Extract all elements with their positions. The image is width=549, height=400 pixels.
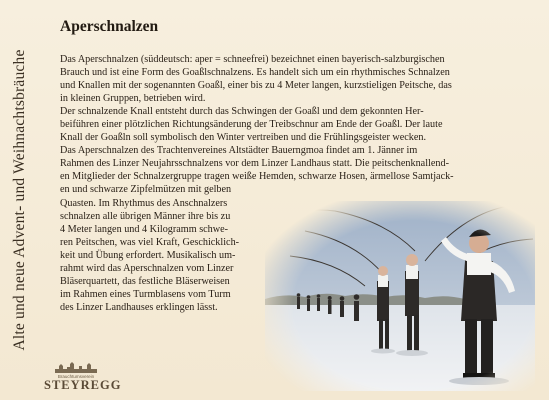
body-line: Das Aperschnalzen (süddeutsch: aper = schneefrei) bezeichnet einen bayerisch-salzburgischen — [60, 54, 445, 65]
body-line: im Rahmen eines Turmblasens vom Turm — [60, 288, 231, 300]
logo-small-text: Brauchtumsverein — [57, 374, 95, 379]
body-line: Brauch und ist eine Form des Goaßlschnalzens. Es handelt sich um ein rhythmisches Schnalzen — [60, 67, 450, 79]
body-line: Quasten. Im Rhythmus des Anschnalzers — [60, 197, 228, 209]
body-line: Knall der Goaßln soll symbolisch den Winter vertreiben und die Frühlingsgeister wecken. — [60, 132, 427, 144]
body-line: des Linzer Landhauses erklingen lässt. — [60, 301, 218, 313]
body-line: und Knallen mit der sogenannten Goaßl, einer bis zu 4 Meter langen, kurzstieligen Peitsche, das — [60, 80, 452, 92]
vertical-title: Alte und neue Advent- und Weihnachtsbräuche — [11, 49, 28, 351]
logo-word: STEYREGG — [44, 378, 122, 392]
body-line: Rahmen des Linzer Neujahrsschnalzens vor dem Linzer Landhaus statt. Die peitschenknallend- — [60, 158, 449, 170]
body-line: rahmt wird das Aperschnalzen vom Linzer — [60, 262, 234, 274]
steyregg-logo — [44, 360, 122, 396]
body-line: Der schnalzende Knall entsteht durch das Schwingen der Goaßl und dem gekonnten Her- — [60, 106, 424, 118]
body-line: Bläserquartett, das festliche Bläserweisen — [60, 275, 230, 287]
whip-crackers-photo — [265, 201, 535, 391]
photo-illustration — [265, 201, 535, 391]
town-silhouette-icon — [53, 360, 99, 374]
body-line: en und schwarze Zipfelmützen mit gelben — [60, 184, 232, 196]
body-line: keit und Übung erfordert. Musikalisch um- — [60, 249, 236, 261]
body-line: Das Aperschnalzen des Trachtenvereines Altstädter Bauerngmoa findet am 1. Jänner im — [60, 145, 418, 157]
body-line: en Mitglieder der Schnalzergruppe tragen weiße Hemden, schwarze Hosen, ärmellose Samtjack- — [60, 171, 454, 183]
vertical-title-band — [0, 0, 40, 400]
body-line: in kleinen Gruppen, betrieben wird. — [60, 93, 206, 105]
body-line: ren Peitschen, was viel Kraft, Geschicklich- — [60, 236, 240, 248]
article-title: Aperschnalzen — [60, 18, 159, 35]
body-line: 4 Meter langen und 4 Kilogramm schwe- — [60, 223, 229, 235]
body-line: schnalzen alle übrigen Männer ihre bis zu — [60, 210, 231, 222]
body-line: beiführen einer plötzlichen Richtungsänderung der Treibschnur am Ende der Goaßl. Der laute — [60, 119, 443, 131]
